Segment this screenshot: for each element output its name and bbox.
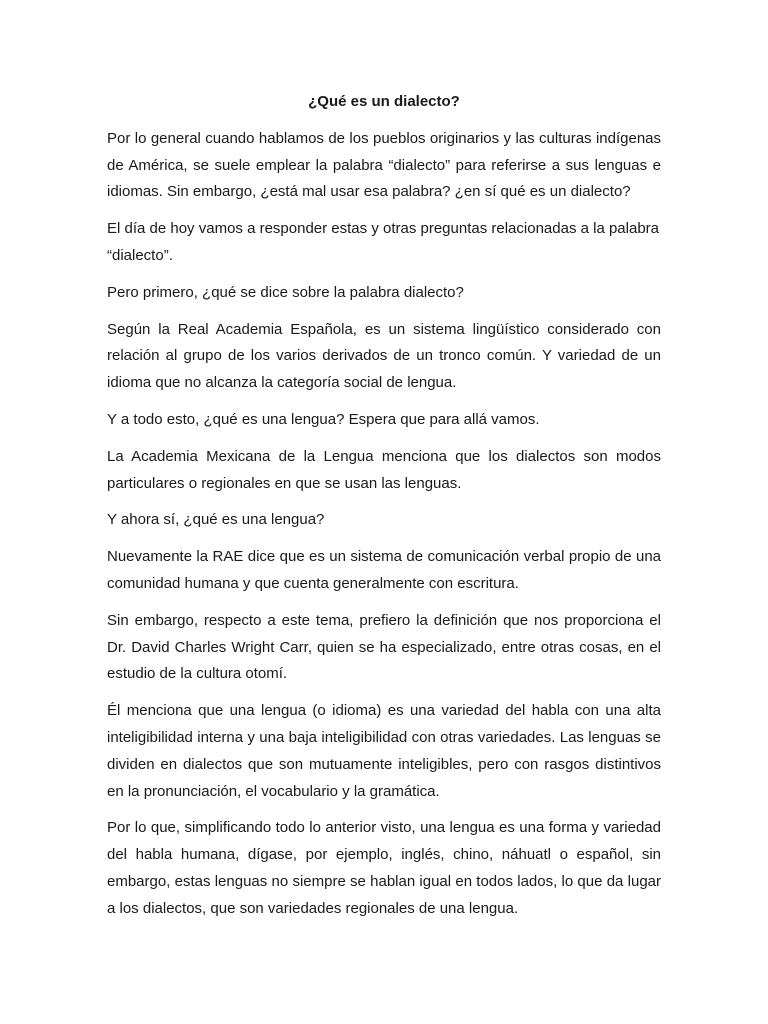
paragraph-6: La Academia Mexicana de la Lengua menciona que los dialectos son modos particulares o regionales en que se usan las lenguas. xyxy=(107,447,661,492)
paragraph-10: Él menciona que una lengua (o idioma) es una variedad del habla con una alta inteligibilidad interna y una baja inteligibilidad con otras variedades. Las lenguas se dividen en dialectos que son mutuamente inteligibles, pero con rasgos distintivos en la pronunciación, el vocabulario y la gramática. xyxy=(107,702,661,800)
document-body xyxy=(107,89,661,933)
paragraph-11: Por lo que, simplificando todo lo anterior visto, una lengua es una forma y variedad del habla humana, dígase, por ejemplo, inglés, chino, náhuatl o español, sin embargo, estas lenguas no siempre se hablan igual en todos lados, lo que da lugar a los dialectos, que son variedades regionales de una lengua. xyxy=(107,819,661,917)
paragraph-2: El día de hoy vamos a responder estas y otras preguntas relacionadas a la palabra “dialecto”. xyxy=(107,220,659,264)
paragraph-7: Y ahora sí, ¿qué es una lengua? xyxy=(107,511,325,529)
paragraph-1: Por lo general cuando hablamos de los pueblos originarios y las culturas indígenas de América, se suele emplear la palabra “dialecto” para referirse a sus lenguas e idiomas. Sin embargo, ¿está mal usar esa palabra? ¿en sí qué es un dialecto? xyxy=(107,129,661,201)
paragraph-8: Nuevamente la RAE dice que es un sistema de comunicación verbal propio de una comunidad humana y que cuenta generalmente con escritura. xyxy=(107,548,661,592)
paragraph-5: Y a todo esto, ¿qué es una lengua? Espera que para allá vamos. xyxy=(107,410,540,428)
paragraph-9: Sin embargo, respecto a este tema, prefiero la definición que nos proporciona el Dr. David Charles Wright Carr, quien se ha especializado, entre otras cosas, en el estudio de la cultura otomí. xyxy=(107,611,661,683)
paragraph-3: Pero primero, ¿qué se dice sobre la palabra dialecto? xyxy=(107,283,464,301)
paragraph-4: Según la Real Academia Española, es un sistema lingüístico considerado con relación al grupo de los varios derivados de un tronco común. Y variedad de un idioma que no alcanza la categoría social de lengua. xyxy=(107,320,661,392)
document-title: ¿Qué es un dialecto? xyxy=(308,93,460,110)
